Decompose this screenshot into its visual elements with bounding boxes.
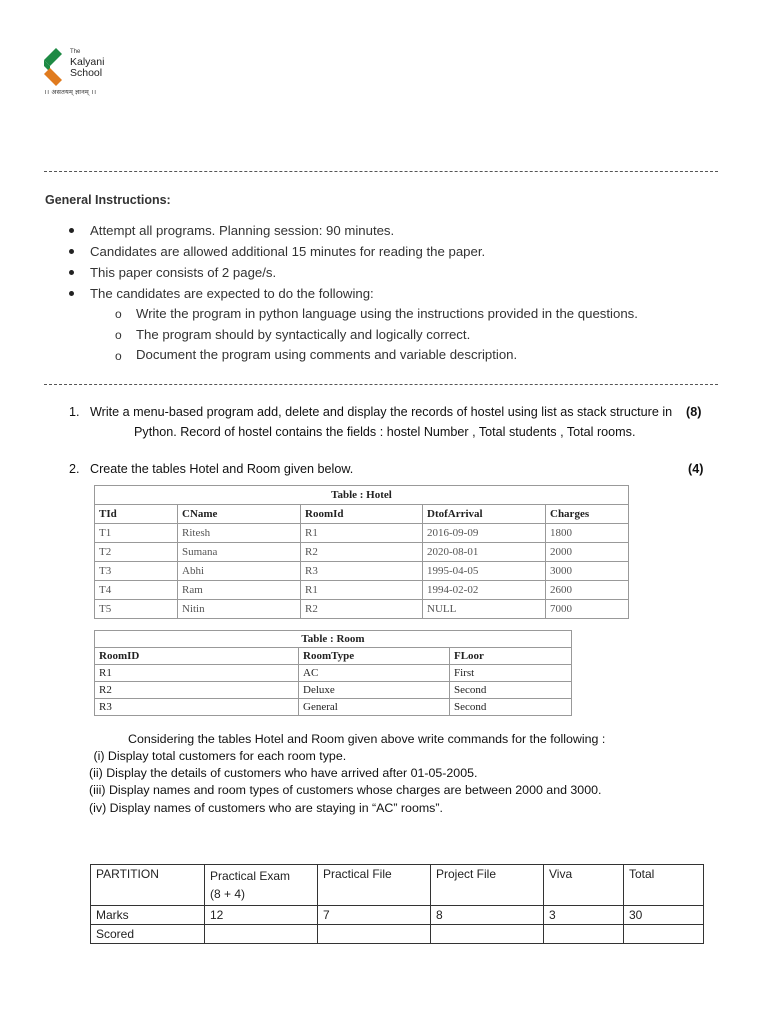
question-item: (i) Display total customers for each room type. [90,749,347,763]
bullet-dot [69,291,74,296]
table-header-row: TId CName RoomId DtofArrival Charges [95,505,629,524]
partition-table [90,864,704,944]
sub-instruction-item: The program should by syntactically and logically correct. [136,327,471,342]
school-logo-icon [42,46,68,88]
divider [44,384,718,385]
table-row: T3 Abhi R3 1995-04-05 3000 [95,562,629,581]
table-header-row: RoomID RoomType FLoor [95,648,572,665]
table-row: Scored [91,925,704,944]
instruction-item: This paper consists of 2 page/s. [90,265,277,280]
divider [44,171,718,172]
question-number: 1. [69,405,80,419]
logo-motto: ।। असतयम् ज्ञानम् ।। [44,89,97,96]
instruction-item: The candidates are expected to do the following: [90,286,374,301]
table-row: T1 Ritesh R1 2016-09-09 1800 [95,524,629,543]
table-row: R1 AC First [95,665,572,682]
bullet-dot [69,249,74,254]
considering-intro: Considering the tables Hotel and Room given above write commands for the following : [128,732,606,746]
logo-the: The [70,49,81,55]
sub-instruction-item: Write the program in python language using the instructions provided in the questions. [136,306,638,321]
table-row: T5 Nitin R2 NULL 7000 [95,600,629,619]
bullet-dot [69,228,74,233]
question-text: Write a menu-based program add, delete and display the records of hostel using list as stack structure in [90,405,673,419]
general-instructions-title: General Instructions: [45,193,171,207]
sub-marker: o [115,307,122,321]
logo-name: Kalyani School [70,56,105,79]
table-row: R2 Deluxe Second [95,682,572,699]
table-row: T2 Sumana R2 2020-08-01 2000 [95,543,629,562]
table-row: T4 Ram R1 1994-02-02 2600 [95,581,629,600]
table-header-row: PARTITION Practical Exam (8 + 4) Practical File Project File Viva Total [91,865,704,906]
question-item: (ii) Display the details of customers who have arrived after 01-05-2005. [89,766,478,780]
table-caption-row: Table : Hotel [95,486,629,505]
table-row: R3 General Second [95,699,572,716]
room-table [94,630,572,716]
table-caption-row: Table : Room [95,631,572,648]
question-marks: (8) [686,405,702,419]
question-text: Create the tables Hotel and Room given below. [90,462,354,476]
question-text: Python. Record of hostel contains the fields : hostel Number , Total students , Total rooms. [134,425,636,439]
question-item: (iii) Display names and room types of customers whose charges are between 2000 and 3000. [89,783,602,797]
hotel-table [94,485,629,619]
question-number: 2. [69,462,80,476]
sub-marker: o [115,349,122,363]
table-row: Marks 12 7 8 3 30 [91,906,704,925]
question-item: (iv) Display names of customers who are staying in “AC” rooms”. [89,801,443,815]
instruction-item: Attempt all programs. Planning session: 90 minutes. [90,223,395,238]
instruction-item: Candidates are allowed additional 15 minutes for reading the paper. [90,244,486,259]
sub-instruction-item: Document the program using comments and variable description. [136,347,518,362]
question-marks: (4) [688,462,704,476]
sub-marker: o [115,328,122,342]
bullet-dot [69,270,74,275]
